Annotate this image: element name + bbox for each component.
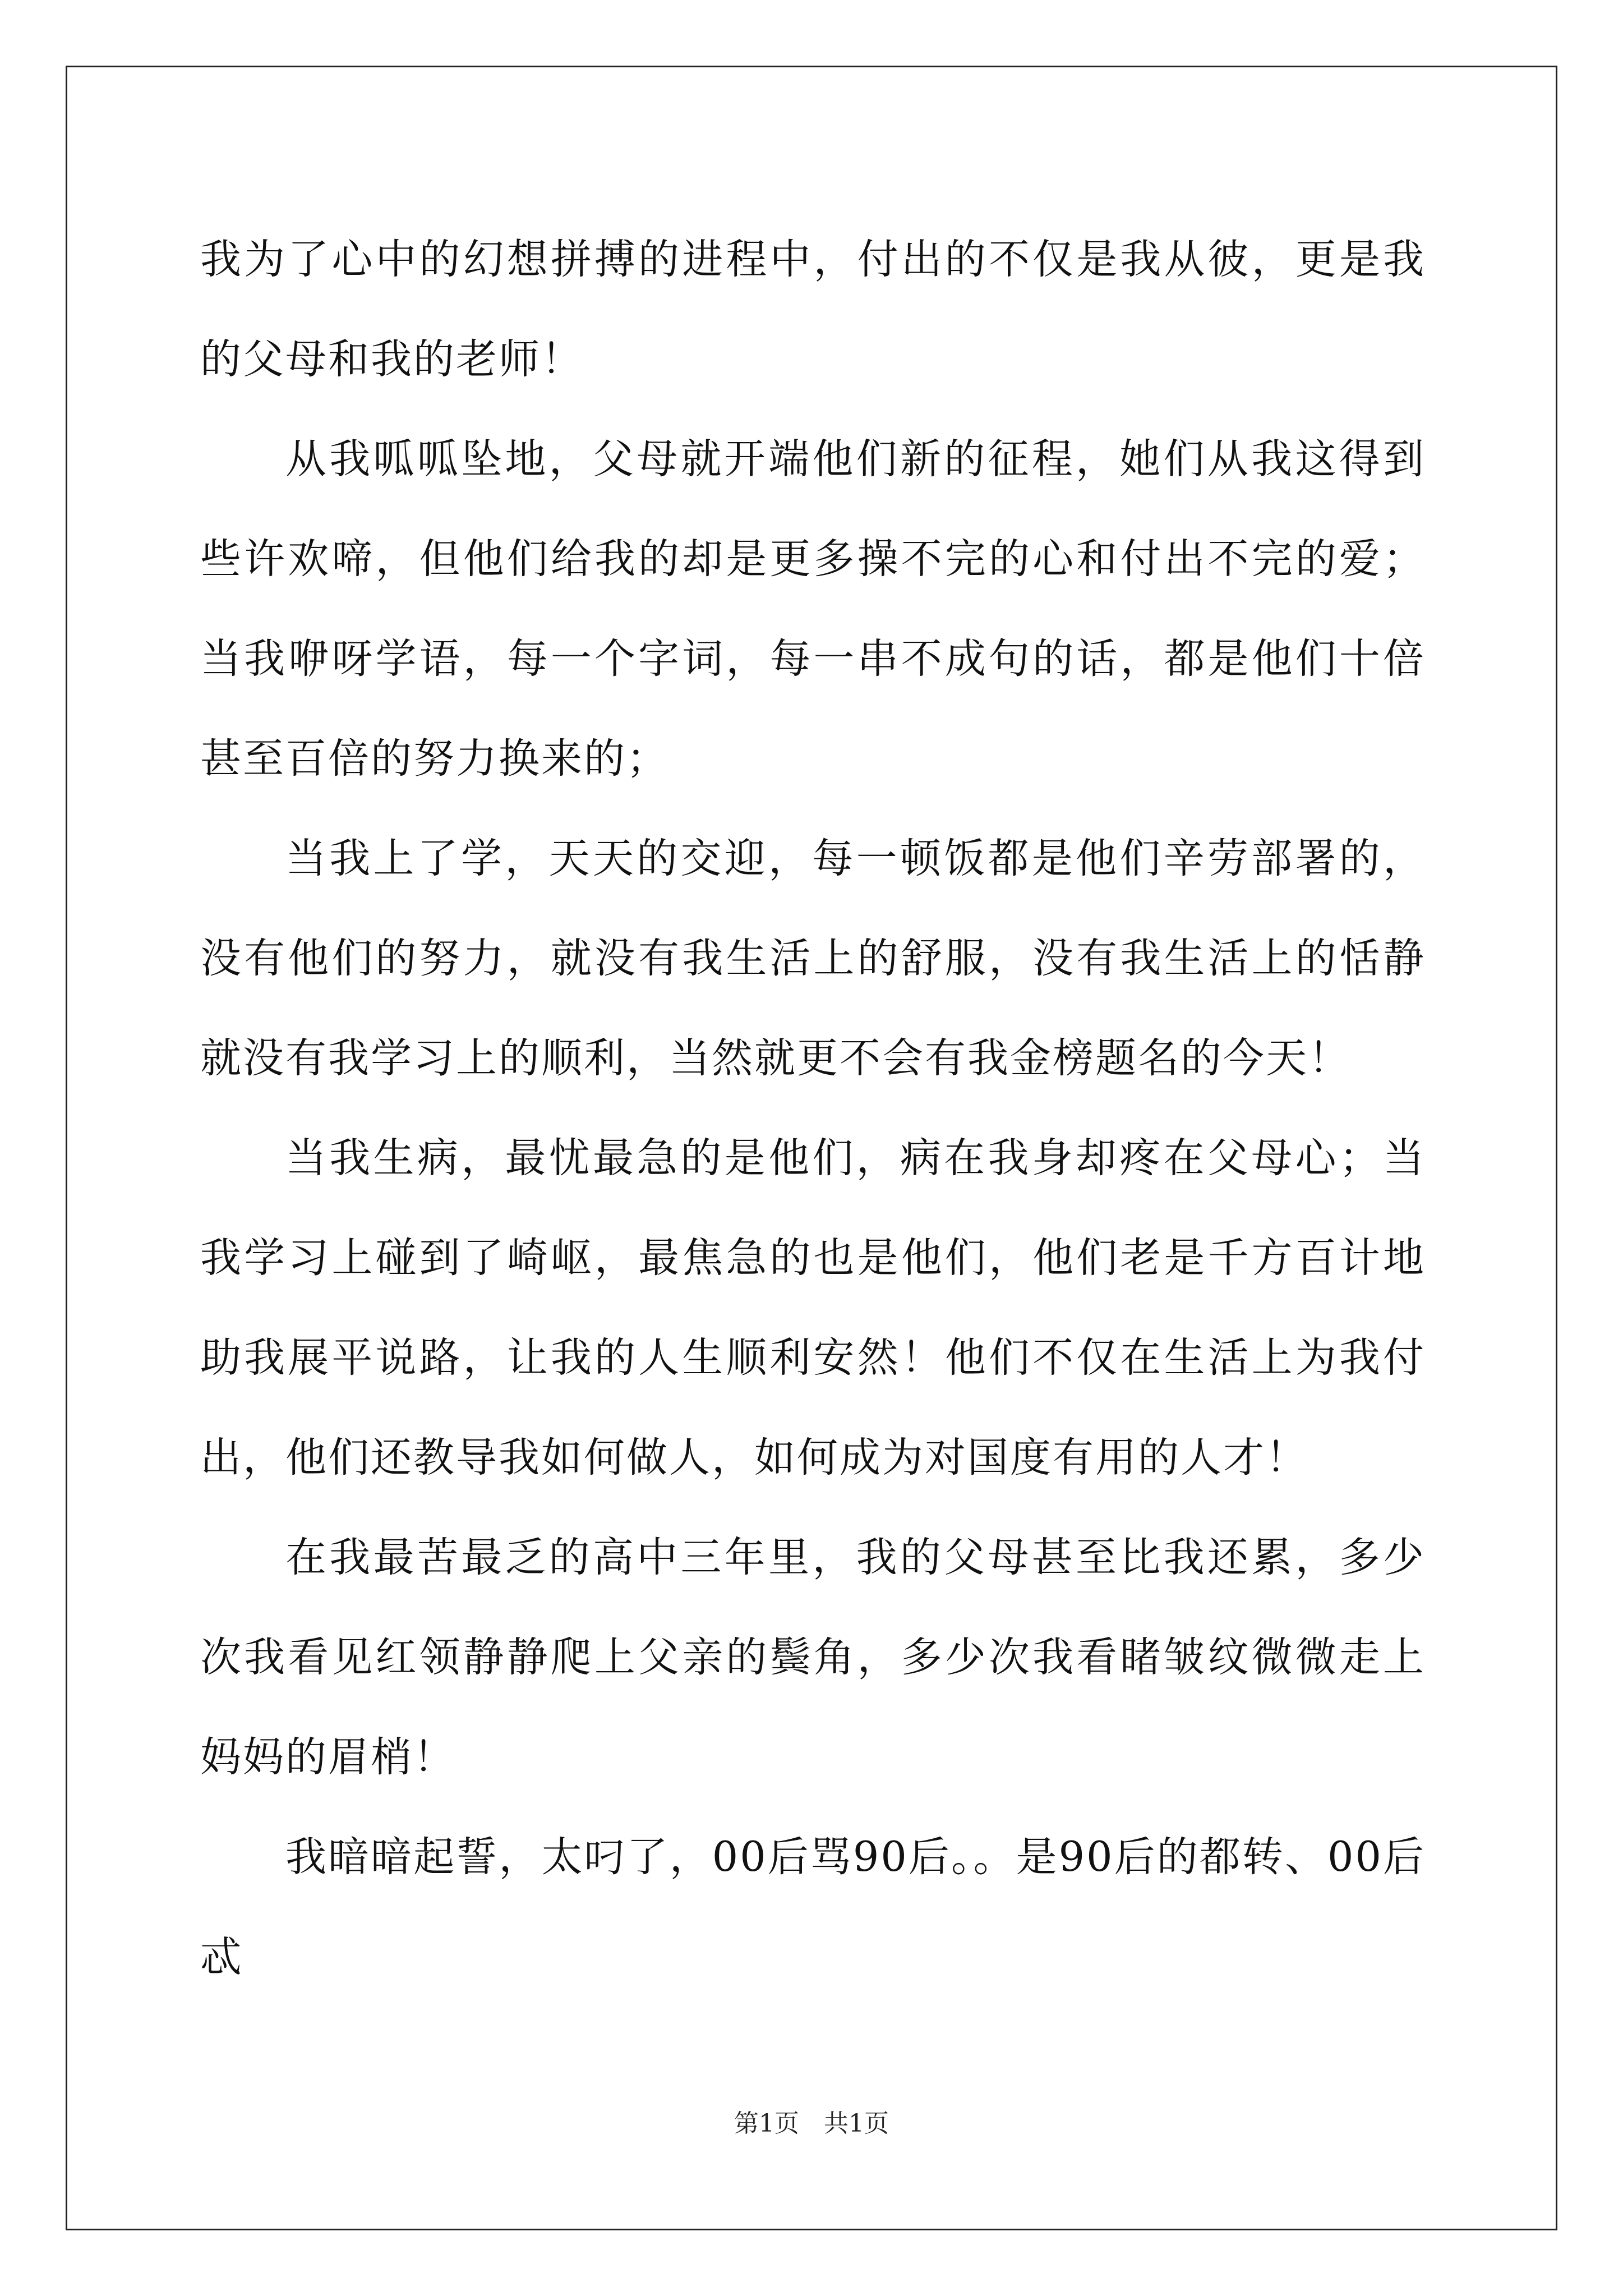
paragraph-6: 我暗暗起誓，太叼了，00后骂90后。。是90后的都转、00后忒 bbox=[200, 1833, 1426, 1981]
paragraph-3: 当我上了学，天天的交迎，每一顿饭都是他们辛劳部署的，没有他们的努力，就没有我生活上的舒服，没有我生活上的恬静就没有我学习上的顺利，当然就更不会有我金榜题名的今天！ bbox=[200, 835, 1426, 1082]
paragraph-4: 当我生病，最忧最急的是他们，病在我身却疼在父母心；当我学习上碰到了崎岖，最焦急的也是他们，他们老是千方百计地助我展平说路，让我的人生顺利安然！他们不仅在生活上为我付出，他们还教导我如何做人，如何成为对国度有用的人才！ bbox=[200, 1134, 1426, 1481]
paragraph-1: 我为了心中的幻想拼搏的进程中，付出的不仅是我从彼，更是我的父母和我的老师！ bbox=[200, 236, 1426, 383]
page-number-footer: 第1页 共1页 bbox=[734, 2109, 889, 2138]
paragraph-2: 从我呱呱坠地，父母就开端他们新的征程，她们从我这得到些许欢啼，但他们给我的却是更多操不完的心和付出不完的爱；当我咿呀学语，每一个字词，每一串不成句的话，都是他们十倍甚至百倍的努力换来的； bbox=[200, 435, 1426, 783]
document-body bbox=[200, 210, 1426, 2007]
paragraph-5: 在我最苦最乏的高中三年里，我的父母甚至比我还累，多少次我看见红领静静爬上父亲的鬓角，多少次我看睹皱纹微微走上妈妈的眉梢！ bbox=[200, 1534, 1426, 1781]
